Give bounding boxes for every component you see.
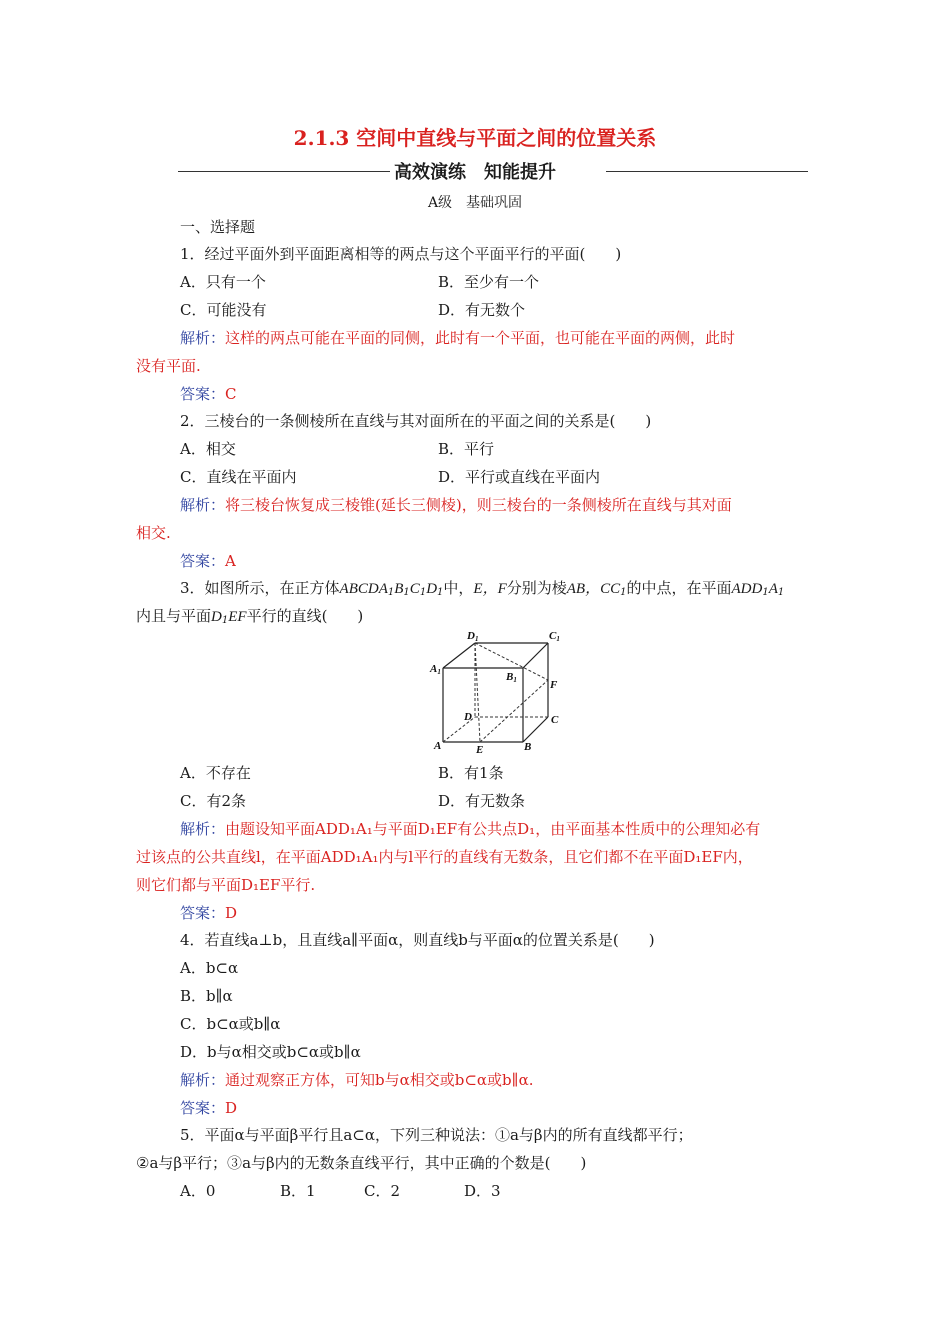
q1-analysis-text: 这样的两点可能在平面的同侧，此时有一个平面，也可能在平面的两侧，此时 bbox=[225, 329, 736, 347]
q4-answer-value: D bbox=[225, 1099, 238, 1117]
q3-answer: 答案：D bbox=[180, 904, 238, 922]
label-f: F bbox=[550, 679, 558, 691]
q5-option-d: D．3 bbox=[464, 1182, 501, 1200]
q3-analysis-text: 由题设知平面ADD₁A₁与平面D₁EF有公共点D₁，由平面基本性质中的公理知必有 bbox=[225, 820, 761, 838]
q1-option-d: D．有无数个 bbox=[438, 301, 526, 319]
label-d: D bbox=[464, 711, 472, 723]
q2-answer-value: A bbox=[225, 552, 236, 570]
q3-analysis: 解析：由题设知平面ADD₁A₁与平面D₁EF有公共点D₁，由平面基本性质中的公理知必有 bbox=[180, 820, 761, 838]
q3-stem-line2: 内且与平面$D_1EF$平行的直线( ) bbox=[136, 607, 364, 626]
q3-stem-line1: 3．如图所示，在正方体$ABCDA_1B_1C_1D_1$中，E，F分别为棱AB，$CC_1$的中点，在平面$ADD_1A_1$ bbox=[180, 579, 785, 598]
label-c: C bbox=[551, 714, 559, 726]
page-title: 2.1.3 空间中直线与平面之间的位置关系 bbox=[293, 126, 657, 150]
q1-stem: 1．经过平面外到平面距离相等的两点与这个平面平行的平面( ) bbox=[180, 245, 622, 263]
q3-analysis-cont1: 过该点的公共直线l，在平面ADD₁A₁内与l平行的直线有无数条，且它们都不在平面D₁EF内， bbox=[136, 848, 753, 866]
q2-option-b: B．平行 bbox=[438, 440, 495, 458]
q3-answer-value: D bbox=[225, 904, 238, 922]
label-a1: A1 bbox=[430, 663, 441, 676]
level-heading: A级 基础巩固 bbox=[427, 195, 523, 211]
edge-a1d1 bbox=[443, 643, 475, 668]
label-b1: B1 bbox=[506, 671, 517, 684]
q4-option-a: A．b⊂α bbox=[180, 959, 239, 977]
q2-analysis-text: 将三棱台恢复成三棱锥(延长三侧棱)，则三棱台的一条侧棱所在直线与其对面 bbox=[225, 496, 732, 514]
segment-ef bbox=[480, 680, 548, 742]
q5-stem-line1: 5．平面α与平面β平行且a⊂α，下列三种说法：①a与β内的所有直线都平行； bbox=[180, 1126, 693, 1144]
label-d1: D1 bbox=[467, 630, 479, 643]
q4-analysis-text: 通过观察正方体，可知b与α相交或b⊂α或b∥α. bbox=[225, 1071, 534, 1089]
q1-answer-value: C bbox=[225, 385, 237, 403]
label-a: A bbox=[434, 740, 442, 752]
q2-stem: 2．三棱台的一条侧棱所在直线与其对面所在的平面之间的关系是( ) bbox=[180, 412, 652, 430]
q4-analysis: 解析：通过观察正方体，可知b与α相交或b⊂α或b∥α. bbox=[180, 1071, 534, 1089]
q5-stem-line2: ②a与β平行；③a与β内的无数条直线平行，其中正确的个数是( ) bbox=[136, 1154, 587, 1172]
q4-option-d: D．b与α相交或b⊂α或b∥α bbox=[180, 1043, 361, 1061]
q3-option-c: C．有2条 bbox=[180, 792, 247, 810]
q3-option-a: A．不存在 bbox=[180, 764, 251, 782]
q4-option-b: B．b∥α bbox=[180, 987, 233, 1005]
q2-option-c: C．直线在平面内 bbox=[180, 468, 297, 486]
q1-answer: 答案：C bbox=[180, 385, 237, 403]
q2-analysis-cont: 相交. bbox=[136, 524, 171, 542]
q5-option-a: A．0 bbox=[180, 1182, 216, 1200]
q3-option-d: D．有无数条 bbox=[438, 792, 526, 810]
q1-option-b: B．至少有一个 bbox=[438, 273, 540, 291]
q5-option-c: C．2 bbox=[364, 1182, 401, 1200]
q1-analysis bbox=[180, 327, 735, 348]
q1-option-c: C．可能没有 bbox=[180, 301, 267, 319]
q1-option-a: A．只有一个 bbox=[180, 273, 266, 291]
cube-figure bbox=[420, 628, 570, 756]
section-heading: 一、选择题 bbox=[180, 218, 256, 236]
q1-analysis-cont: 没有平面. bbox=[136, 357, 201, 375]
q4-option-c: C．b⊂α或b∥α bbox=[180, 1015, 281, 1033]
q2-option-a: A．相交 bbox=[180, 440, 236, 458]
q1-analysis-label: 解析： bbox=[180, 329, 226, 347]
q5-option-b: B．1 bbox=[280, 1182, 316, 1200]
q3-analysis-cont2: 则它们都与平面D₁EF平行. bbox=[136, 876, 316, 894]
page-subtitle: 高效演练 知能提升 bbox=[0, 158, 950, 184]
label-c1: C1 bbox=[549, 630, 560, 643]
label-b: B bbox=[524, 741, 532, 753]
q2-answer: 答案：A bbox=[180, 552, 236, 570]
q2-option-d: D．平行或直线在平面内 bbox=[438, 468, 601, 486]
q3-option-b: B．有1条 bbox=[438, 764, 504, 782]
segment-d1e bbox=[475, 643, 480, 742]
q4-stem: 4．若直线a⊥b，且直线a∥平面α，则直线b与平面α的位置关系是( ) bbox=[180, 931, 655, 949]
q4-answer: 答案：D bbox=[180, 1099, 238, 1117]
edge-b1c1 bbox=[523, 643, 548, 668]
label-e: E bbox=[476, 744, 484, 756]
edge-bc bbox=[523, 717, 548, 742]
q2-analysis: 解析：将三棱台恢复成三棱锥(延长三侧棱)，则三棱台的一条侧棱所在直线与其对面 bbox=[180, 496, 732, 514]
